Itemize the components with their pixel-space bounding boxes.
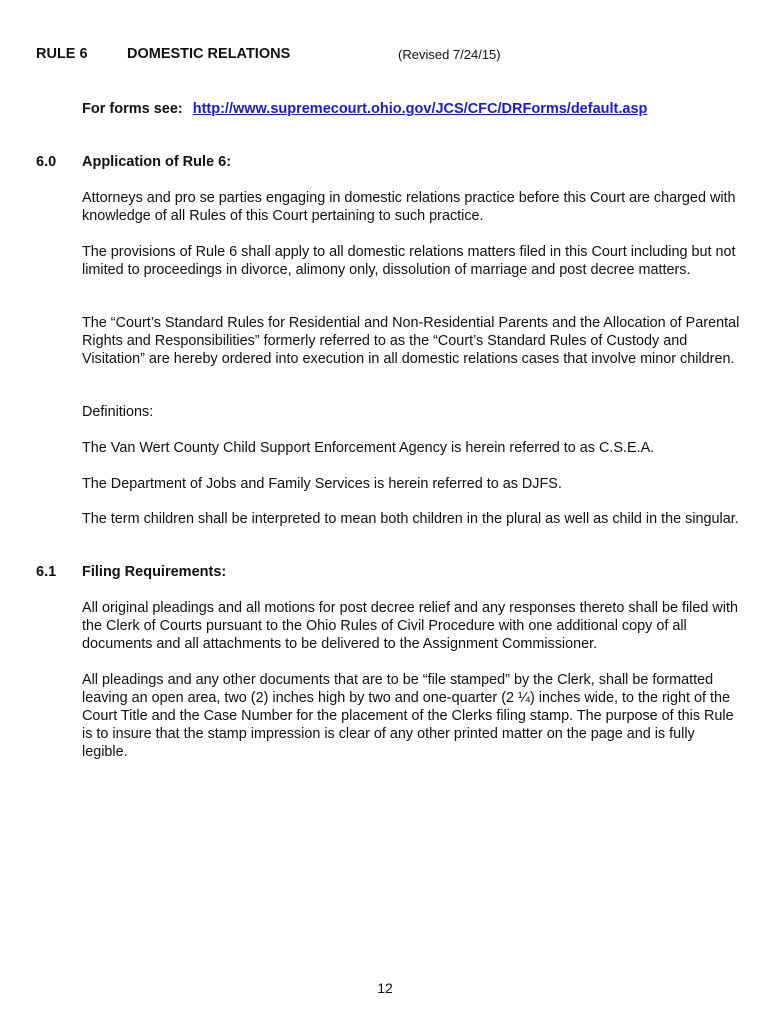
rule-number: RULE 6: [36, 46, 88, 62]
forms-reference: [82, 101, 647, 117]
paragraph: The Van Wert County Child Support Enforcement Agency is herein referred to as C.S.E.A.: [82, 440, 655, 456]
section-title: Filing Requirements:: [82, 564, 227, 580]
paragraph: Attorneys and pro se parties engaging in domestic relations practice before this Court are charged with knowledge of all Rules of this Court pertaining to such practice.: [82, 190, 736, 224]
rule-title: DOMESTIC RELATIONS: [127, 46, 291, 62]
paragraph: The “Court’s Standard Rules for Residential and Non-Residential Parents and the Allocation of Parental Rights and Responsibilities” formerly referred to as the “Court’s Standard Rules of Custody and Visitation” are hereby ordered into execution in all domestic relations cases that involve minor children.: [82, 315, 740, 367]
forms-label: For forms see:: [82, 101, 183, 117]
paragraph: All pleadings and any other documents that are to be “file stamped” by the Clerk, shall be formatted leaving an open area, two (2) inches high by two and one-quarter (2 ¼) inches wide, to the right of the Court Title and the Case Number for the placement of the Clerks filing stamp. The purpose of this Rule is to insure that the stamp impression is clear of any other printed matter on the page and is fully legible.: [82, 672, 734, 760]
section-number: 6.0: [36, 154, 57, 170]
section-number: 6.1: [36, 564, 57, 580]
paragraph: The provisions of Rule 6 shall apply to all domestic relations matters filed in this Court including but not limited to proceedings in divorce, alimony only, dissolution of marriage and post decree matters.: [82, 244, 736, 278]
forms-link[interactable]: http://www.supremecourt.ohio.gov/JCS/CFC/DRForms/default.asp: [192, 101, 648, 117]
revision-date: (Revised 7/24/15): [398, 47, 501, 62]
page-number: 12: [377, 980, 393, 996]
paragraph: The Department of Jobs and Family Services is herein referred to as DJFS.: [82, 476, 562, 492]
section-title: Application of Rule 6:: [82, 154, 232, 170]
paragraph: All original pleadings and all motions for post decree relief and any responses thereto shall be filed with the Clerk of Courts pursuant to the Ohio Rules of Civil Procedure with one additional copy of all documents and all attachments to be delivered to the Assignment Commissioner.: [82, 600, 738, 652]
paragraph: Definitions:: [82, 404, 154, 420]
paragraph: The term children shall be interpreted to mean both children in the plural as well as child in the singular.: [82, 511, 739, 527]
